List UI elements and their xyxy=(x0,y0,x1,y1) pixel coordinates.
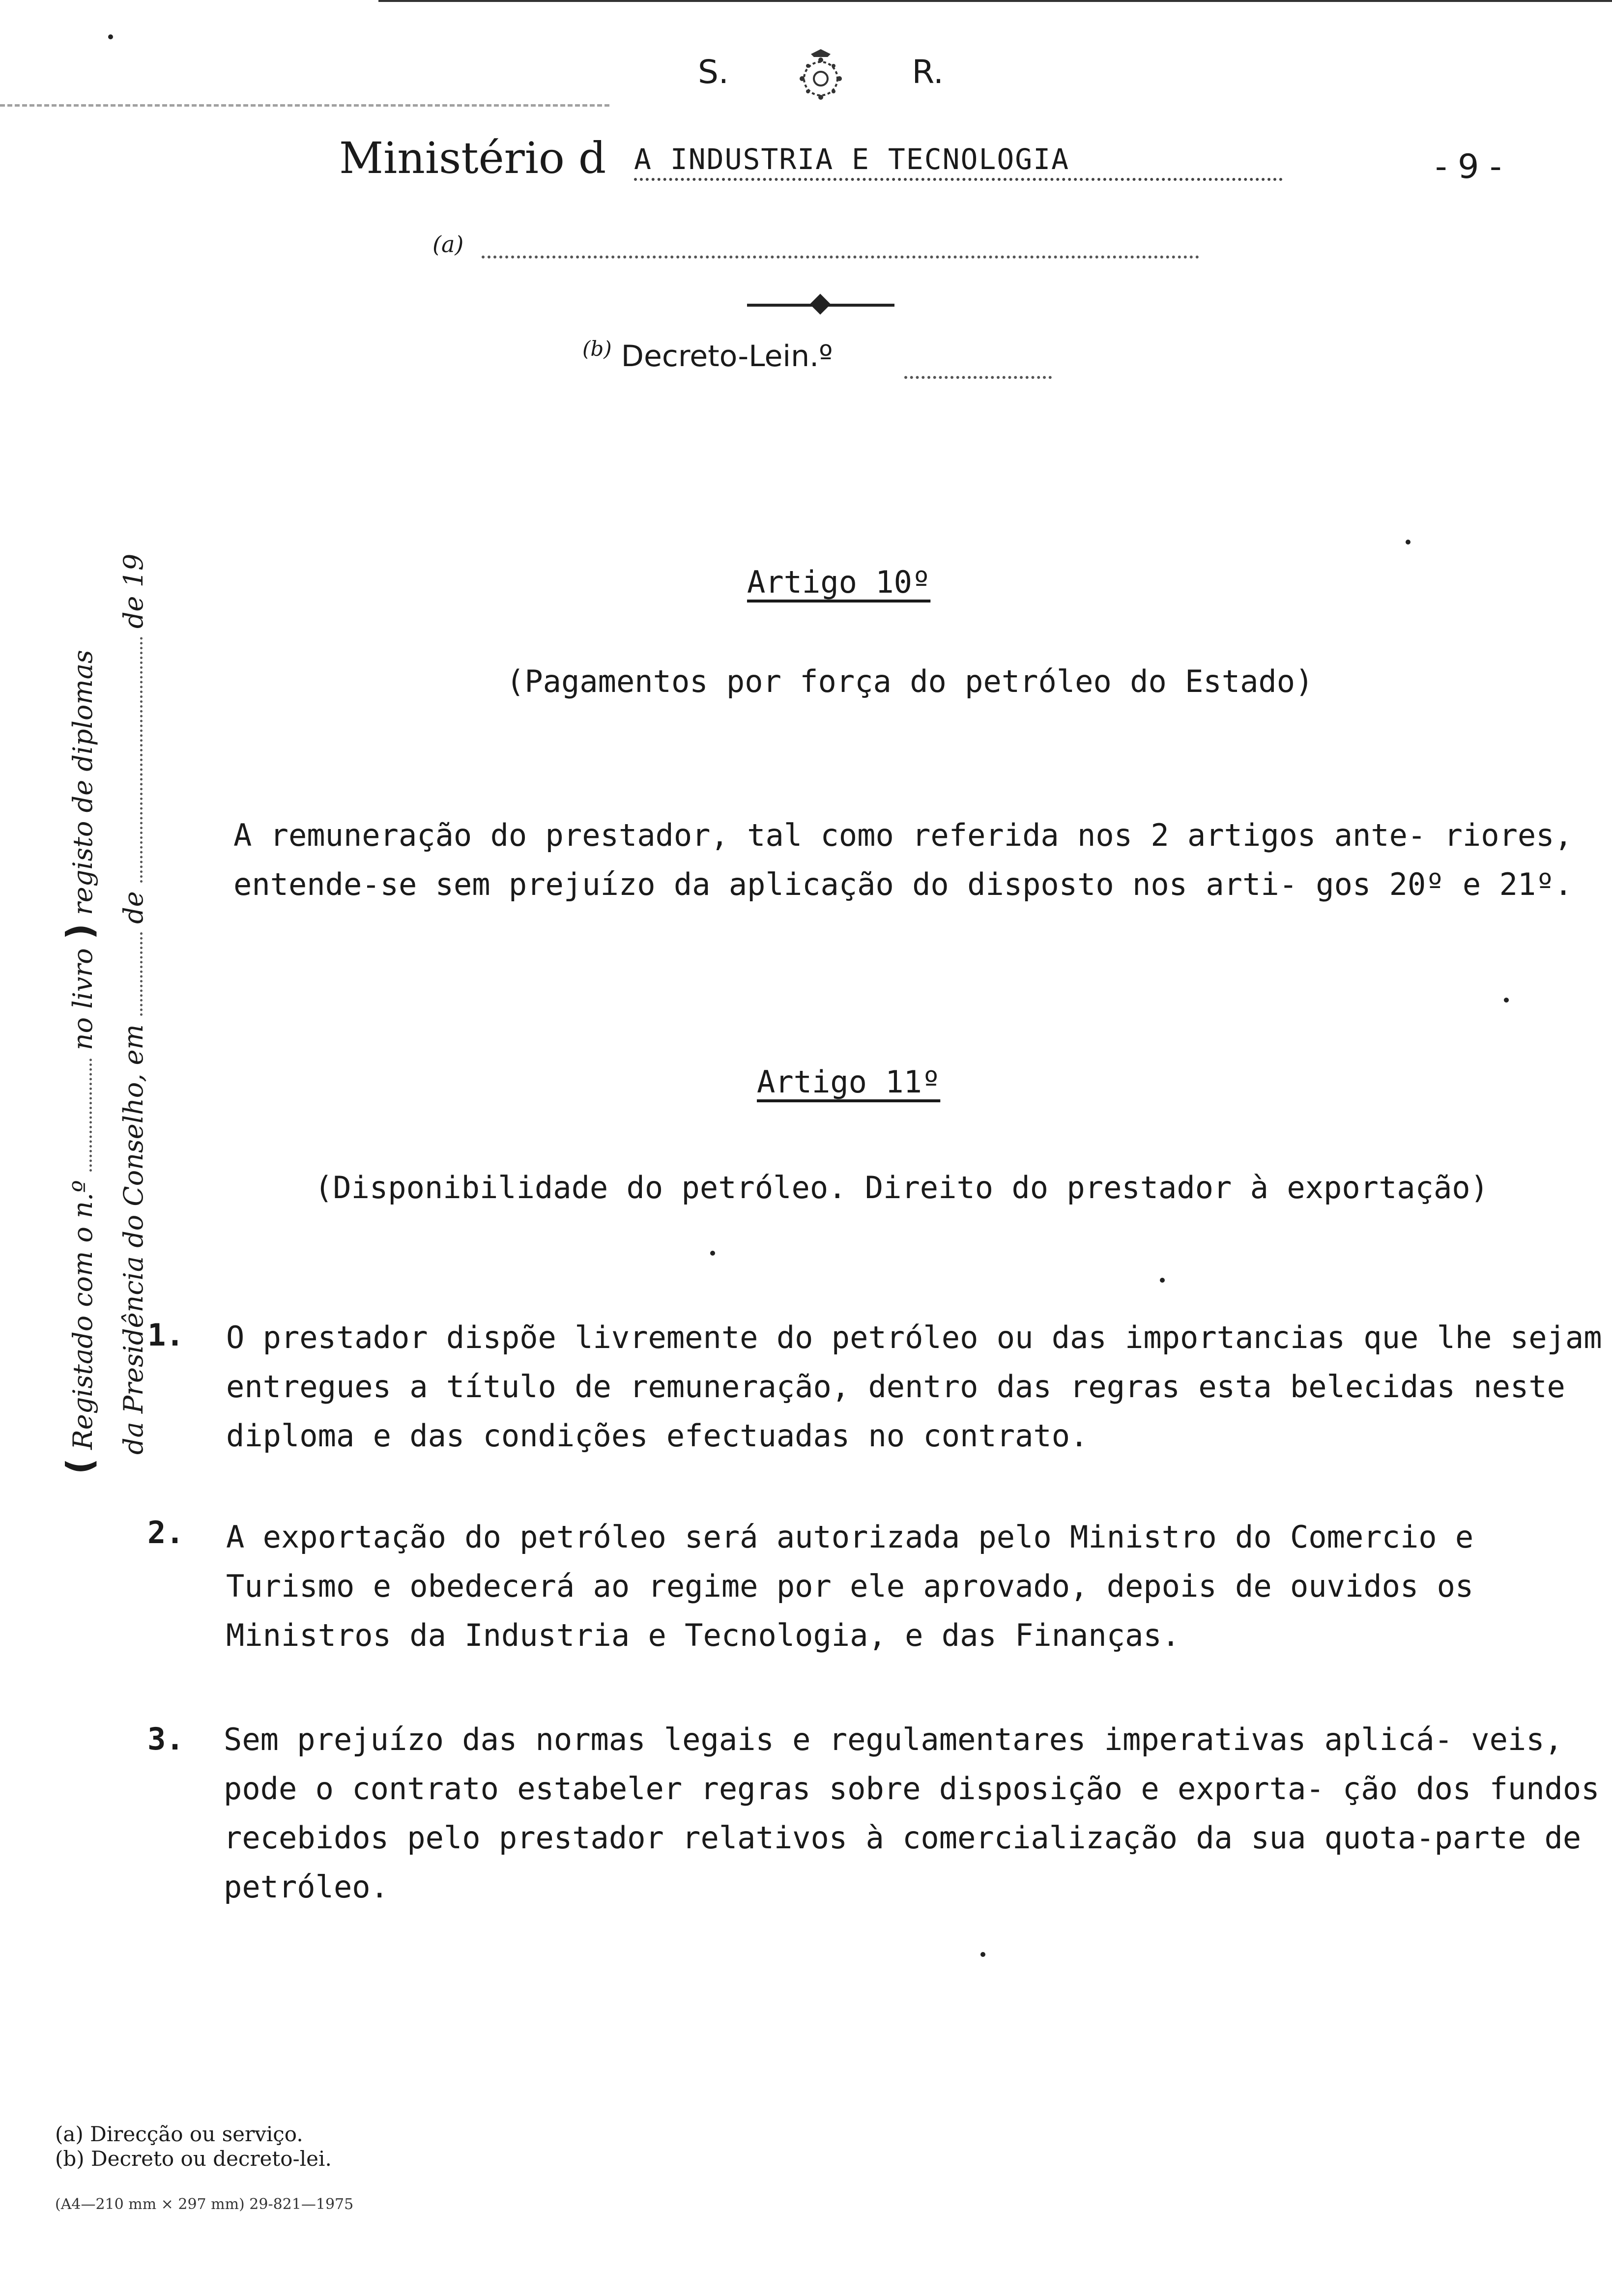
right-bracket-icon: ) xyxy=(59,923,100,940)
ministry-label: Ministério d xyxy=(339,133,606,183)
decreto-label: Decreto-Lein.º xyxy=(621,339,833,373)
sr-right-letter: R. xyxy=(912,53,944,91)
decreto-mark: (b) xyxy=(582,337,612,361)
item-2-number: 2. xyxy=(147,1515,184,1550)
livro-label: no livro xyxy=(67,948,98,1051)
item-1-text: O prestador dispõe livremente do petróleo ou das importancias que lhe sejam entregues a título de remuneração, dentro das regras esta belecidas neste diploma e das condições efectuadas no contrato. xyxy=(226,1320,1602,1454)
sr-left-letter: S. xyxy=(698,53,729,91)
diamond-ornament-icon xyxy=(810,294,831,315)
artigo-11-title: (Disponibilidade do petróleo. Direito do prestador à exportação) xyxy=(315,1170,1489,1205)
footnote-b: (b) Decreto ou decreto-lei. xyxy=(55,2147,332,2171)
item-3-text: Sem prejuízo das normas legais e regulamentares imperativas aplicá- veis, pode o contrato estabeler regras sobre disposição e exporta- ção dos fundos recebidos pelo prestador relativos à comercialização da sua quota-parte de petróleo. xyxy=(224,1722,1600,1905)
scan-speck xyxy=(1406,540,1410,545)
month-blank xyxy=(120,637,143,883)
day-blank xyxy=(120,932,143,1016)
decreto-number-blank xyxy=(904,376,1052,379)
line-a-blank xyxy=(482,256,1199,258)
registado-number-blank xyxy=(70,1059,92,1172)
decreto-lei-line xyxy=(582,337,833,373)
sidebar-row-2 xyxy=(118,554,149,1455)
state-seal-header xyxy=(698,49,953,113)
artigo-10-heading: Artigo 10º xyxy=(747,564,931,600)
top-rule xyxy=(378,0,1612,2)
scan-speck xyxy=(1160,1278,1165,1283)
artigo-10-text: A remuneração do prestador, tal como referida nos 2 artigos ante- riores, entende-se sem prejuízo da aplicação do disposto nos arti- gos 20º e 21º. xyxy=(233,817,1573,902)
sidebar-row-1 xyxy=(59,650,100,1474)
coat-of-arms-icon xyxy=(777,49,865,108)
footnote-a: (a) Direcção ou serviço. xyxy=(55,2122,303,2146)
registado-label: Registado com o n.º xyxy=(67,1180,98,1450)
ministry-department: A INDUSTRIA E TECNOLOGIA xyxy=(634,143,1283,181)
left-bracket-icon: ( xyxy=(59,1458,100,1474)
scan-speck xyxy=(980,1952,985,1957)
presidencia-label: da Presidência do Conselho, em xyxy=(118,1024,149,1455)
scan-speck xyxy=(108,34,113,39)
item-2-text: A exportação do petróleo será autorizada pelo Ministro do Comercio e Turismo e obedecerá ao regime por ele aprovado, depois de ouvidos os Ministros da Industria e Tecnologia, e das Finanças. xyxy=(226,1519,1474,1653)
de-label: de xyxy=(118,891,149,924)
line-a-label: (a) xyxy=(432,231,464,258)
artigo-10-title: (Pagamentos por força do petróleo do Estado) xyxy=(506,663,1314,699)
scan-speck xyxy=(710,1251,715,1256)
registo-label: registo de diplomas xyxy=(67,650,98,916)
print-reference: (A4—210 mm × 297 mm) 29-821—1975 xyxy=(55,2196,354,2213)
year-label: de 19 xyxy=(118,553,149,629)
item-1-number: 1. xyxy=(147,1317,184,1353)
artigo-11-heading: Artigo 11º xyxy=(757,1064,941,1100)
item-3-number: 3. xyxy=(147,1721,184,1757)
scan-speck xyxy=(1504,998,1509,1003)
page-number: - 9 - xyxy=(1435,147,1502,186)
header-dashed-rule xyxy=(0,104,609,107)
